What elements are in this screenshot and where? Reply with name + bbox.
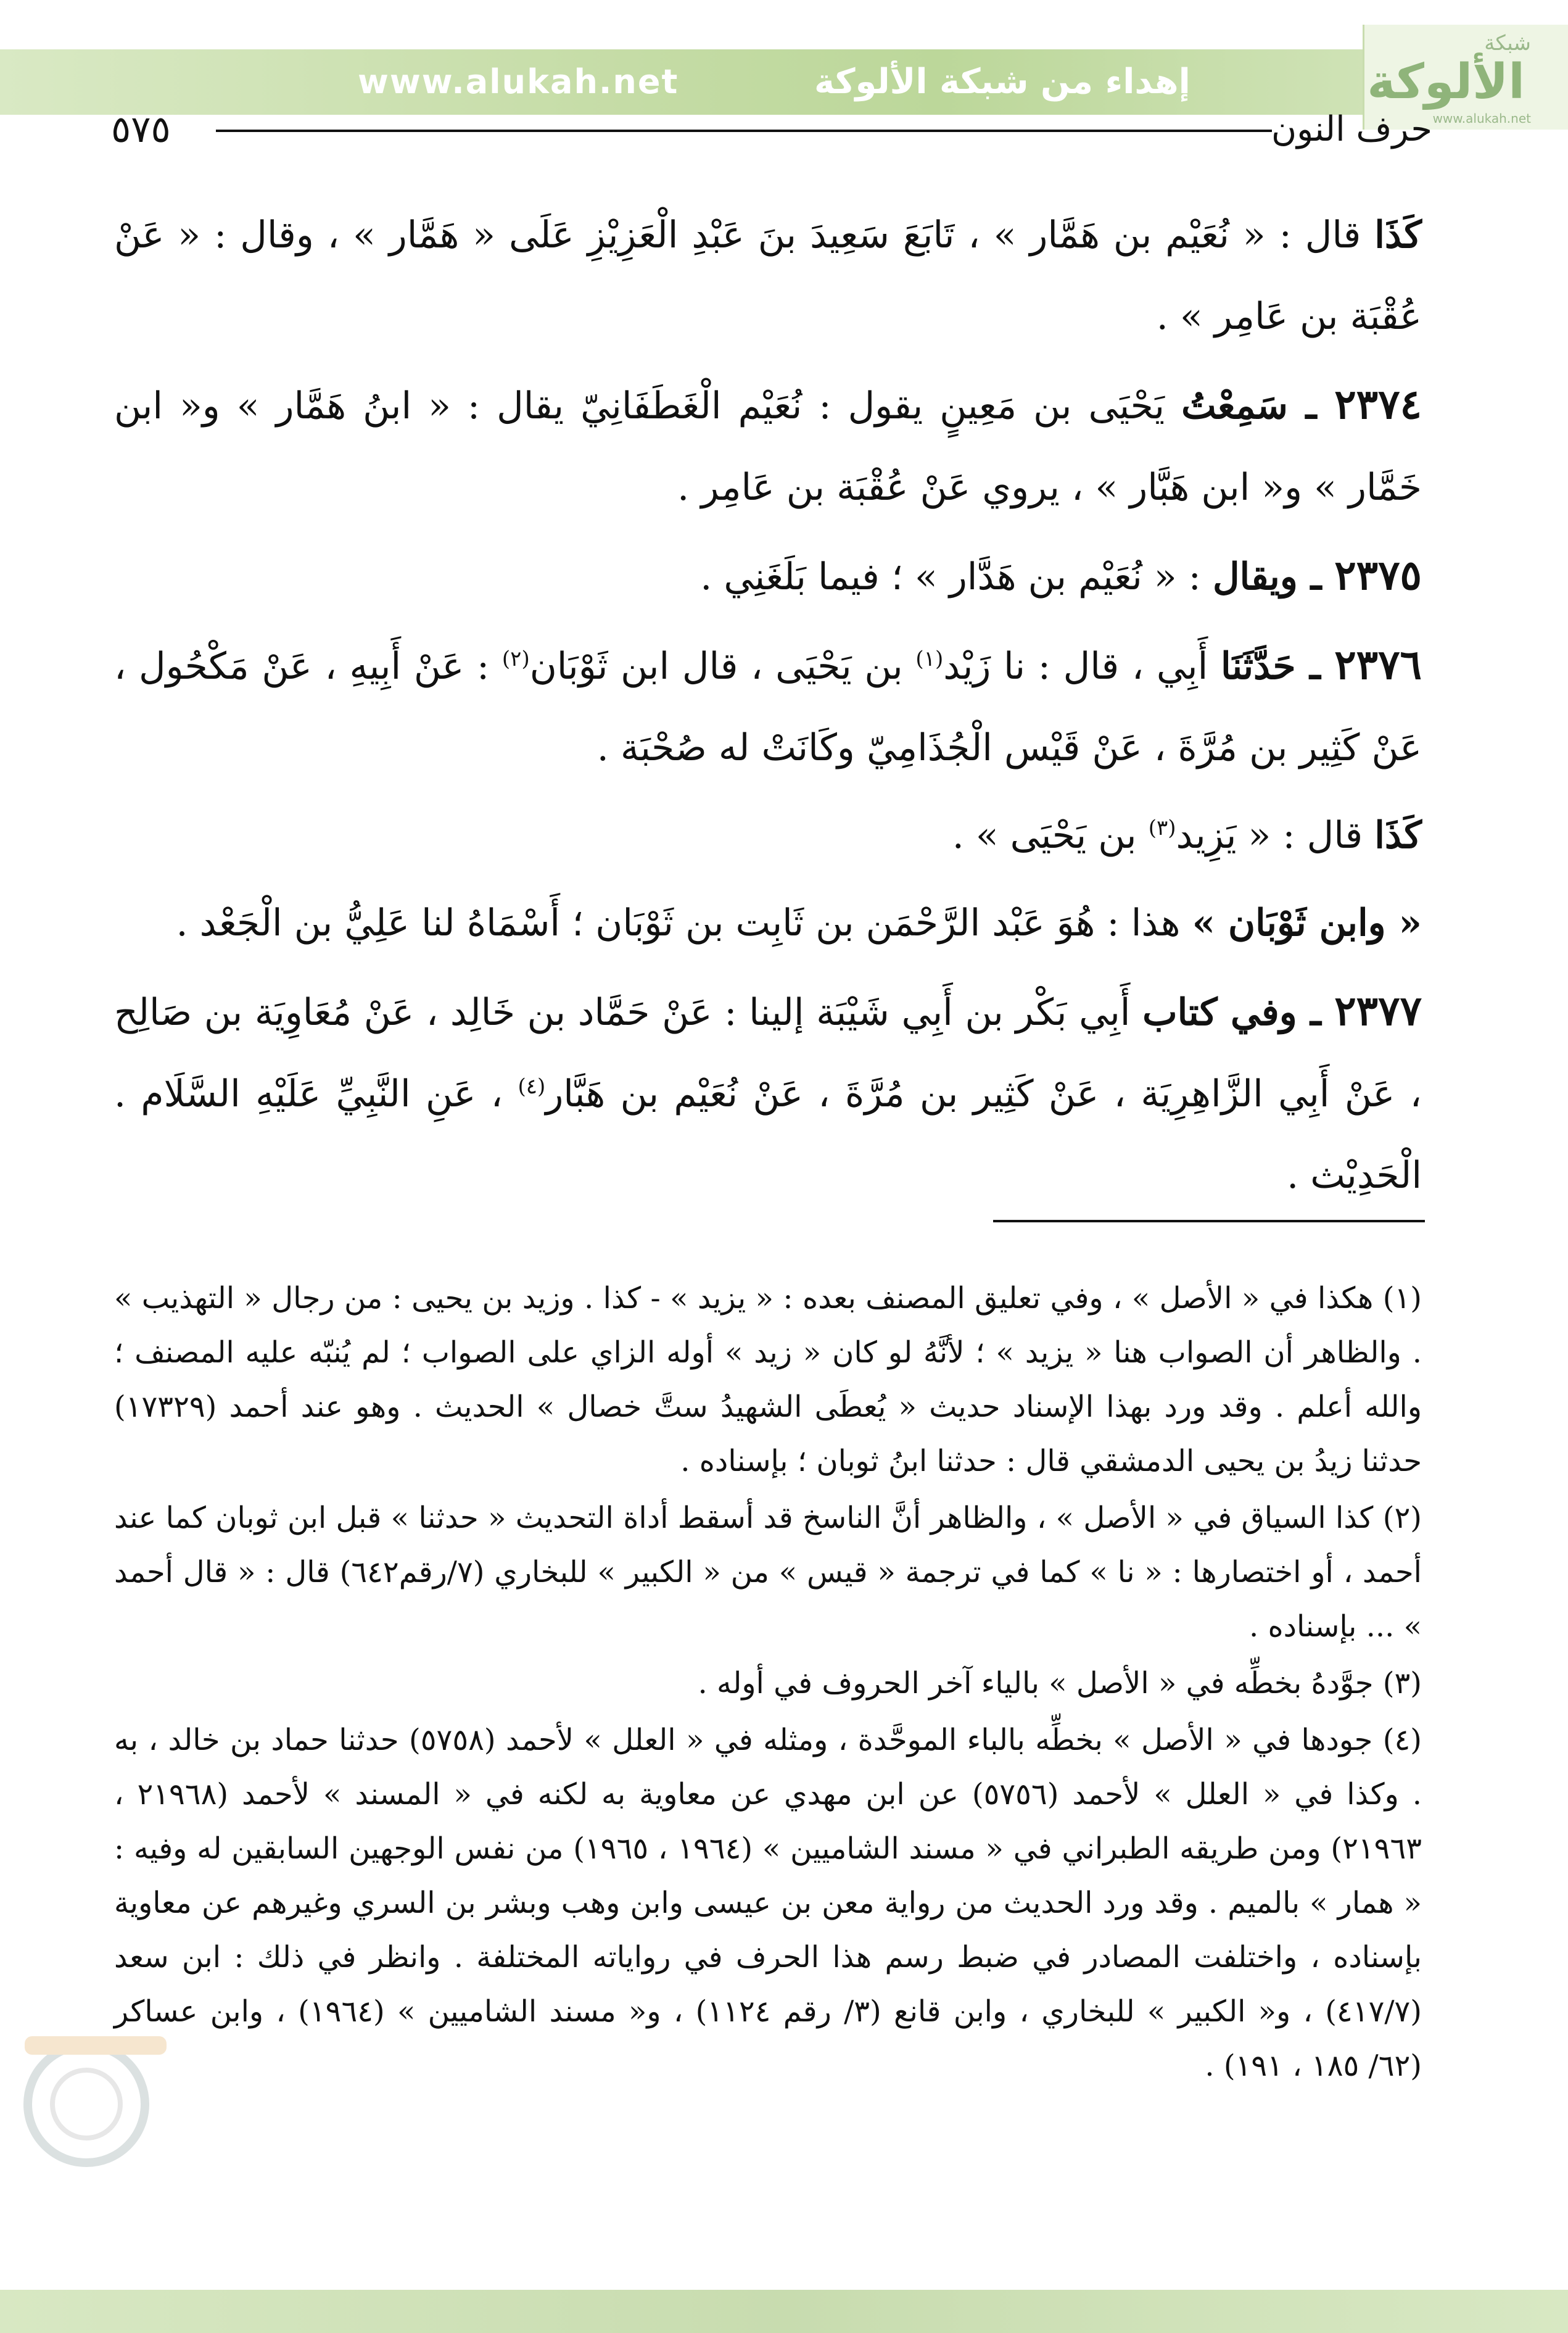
entry-2377: ٢٣٧٧ ـ وفي كتاب أَبِي بَكْر بن أَبِي شَيْبَة إلينا : عَنْ حَمَّاد بن خَالِد ، عَنْ مُعَاوِيَة بن صَالِح ، عَنْ أَبِي الزَّاهِرِيَة ، عَنْ كَثِير بن مُرَّةَ ، عَنْ نُعَيْم بن هَبَّار$^{(٤)}$ ، عَنِ النَّبِيِّ عَلَيْهِ السَّلَام . الْحَدِيْث . xyxy=(114,987,1422,1197)
paragraph-text: قال : « نُعَيْم بن هَمَّار » ، تَابَعَ سَعِيدَ بنَ عَبْدِ الْعَزِيْزِ عَلَى « هَمَّار » ، وقال : « عَنْ عُقْبَة بن عَامِر » . xyxy=(114,213,1422,338)
paragraph-kadha-1 xyxy=(114,194,1422,357)
keyword: حَدَّثَنَا xyxy=(1220,645,1296,688)
banner-site-url[interactable]: www.alukah.net xyxy=(358,62,679,101)
footnote-ref[interactable]: (٤) xyxy=(518,1074,546,1099)
footnote-ref[interactable]: (٣) xyxy=(1148,816,1176,840)
footnote-ref[interactable]: (١) xyxy=(915,647,944,671)
entry-text: أَبِي بَكْر بن أَبِي شَيْبَة إلينا : عَنْ حَمَّاد بن خَالِد ، عَنْ مُعَاوِيَة بن صَالِح ، عَنْ أَبِي الزَّاهِرِيَة ، عَنْ كَثِير بن مُرَّةَ ، عَنْ نُعَيْم بن هَبَّار xyxy=(114,991,1422,1116)
entry-number: ٢٣٧٦ xyxy=(1334,640,1422,689)
footnote-separator xyxy=(993,1220,1425,1222)
bottom-band xyxy=(0,2290,1568,2333)
paragraph-ibn-thawban xyxy=(114,882,1422,964)
entry-text: أَبِي ، قال : نا زَيْد xyxy=(943,645,1221,688)
entry-text: يَحْيَى بن مَعِينٍ يقول : نُعَيْم الْغَطَفَانِيّ يقال : « ابنُ هَمَّار » و« ابن خَمَّار » و« ابن هَبَّار » ، يروي عَنْ عُقْبَة بن عَامِر . xyxy=(114,384,1422,509)
entry-text: : « نُعَيْم بن هَدَّار » ؛ فيما بَلَغَنِي . xyxy=(700,555,1213,599)
entry-text: بن يَحْيَى ، قال ابن ثَوْبَان xyxy=(529,645,916,688)
paragraph-text: قال : « يَزِيد xyxy=(1176,814,1375,857)
footnote-ref[interactable]: (٢) xyxy=(501,647,530,671)
footnote-2: (٢) كذا السياق في « الأصل » ، والظاهر أنَّ الناسخ قد أسقط أداة التحديث « حدثنا » قبل ابن ثوبان كما عند أحمد ، أو اختصارها : « نا » كما في ترجمة « قيس » من « الكبير » للبخاري (٧/رقم٦٤٢) قال : « قال أحمد » ... بإسناده . xyxy=(114,1501,1422,1644)
keyword: سَمِعْتُ xyxy=(1181,384,1288,428)
footnote-3: (٣) جوَّدهُ بخطِّه في « الأصل » بالياء آخر الحروف في أوله . xyxy=(698,1666,1422,1701)
page-header xyxy=(111,105,1432,160)
keyword: وفي كتاب xyxy=(1142,991,1297,1034)
footnote-1: (١) هكذا في « الأصل » ، وفي تعليق المصنف بعده : « يزيد » - كذا . وزيد بن يحيى : من رجال « التهذيب » . والظاهر أن الصواب هنا « يزيد » ؛ لأنَّهُ لو كان « زيد » أوله الزاي على الصواب ؛ لم يُنبّه عليه المصنف ؛ والله أعلم . وقد ورد بهذا الإسناد حديث « يُعطَى الشهيدُ ستَّ خصال » الحديث . وهو عند أحمد (١٧٣٢٩) حدثنا زيدُ بن يحيى الدمشقي قال : حدثنا ابنُ ثوبان ؛ بإسناده . xyxy=(114,1281,1422,1478)
paragraph-text: بن يَحْيَى » . xyxy=(952,814,1149,857)
entry-2374: ٢٣٧٤ ـ سَمِعْتُ يَحْيَى بن مَعِينٍ يقول : نُعَيْم الْغَطَفَانِيّ يقال : « ابنُ هَمَّار » و« ابن خَمَّار » و« ابن هَبَّار » ، يروي عَنْ عُقْبَة بن عَامِر . xyxy=(114,380,1422,509)
footnotes xyxy=(114,1271,1422,2095)
entry-number: ٢٣٧٥ xyxy=(1334,551,1422,599)
page-number: ٥٧٥ xyxy=(111,108,171,151)
entry-text: : عَنْ أَبِيهِ ، عَنْ مَكْحُول ، عَنْ كَثِير بن مُرَّةَ ، عَنْ قَيْس الْجُذَامِيّ وكَانَتْ له صُحْبَة . xyxy=(114,645,1422,769)
keyword: كَذَا xyxy=(1374,213,1422,257)
entry-number: ٢٣٧٧ xyxy=(1334,987,1422,1035)
entry-2376: ٢٣٧٦ ـ حَدَّثَنَا أَبِي ، قال : نا زَيْد$^{(١)}$ بن يَحْيَى ، قال ابن ثَوْبَان$^{(٢)}$ : عَنْ أَبِيهِ ، عَنْ مَكْحُول ، عَنْ كَثِير بن مُرَّةَ ، عَنْ قَيْس الْجُذَامِيّ وكَانَتْ له صُحْبَة . xyxy=(114,640,1422,769)
keyword: « وابن ثَوْبَان » xyxy=(1192,901,1422,945)
keyword: ويقال xyxy=(1212,555,1298,599)
entry-2375: ٢٣٧٥ ـ ويقال : « نُعَيْم بن هَدَّار » ؛ فيما بَلَغَنِي . xyxy=(700,551,1422,599)
keyword: كَذَا xyxy=(1374,814,1422,857)
paragraph-text: هذا : هُوَ عَبْد الرَّحْمَن بن ثَابِت بن ثَوْبَان ؛ أَسْمَاهُ لنا عَلِيُّ بن الْجَعْد . xyxy=(176,901,1192,945)
header-rule xyxy=(216,130,1272,132)
logo-main-text: الألوكة xyxy=(1367,54,1525,110)
footnote-4: (٤) جودها في « الأصل » بخطِّه بالباء الموحَّدة ، ومثله في « العلل » لأحمد (٥٧٥٨) حدثنا حماد بن خالد ، به . وكذا في « العلل » لأحمد (٥٧٥٦) عن ابن مهدي عن معاوية به لكنه في « المسند » لأحمد (٢١٩٦٨ ، ٢١٩٦٣) ومن طريقه الطبراني في « مسند الشاميين » (١٩٦٤ ، ١٩٦٥) من نفس الوجهين السابقين له وفيه : « همار » بالميم . وقد ورد الحديث من رواية معن بن عيسى وابن وهب وبشر بن السري وغيرهم عن معاوية بإسناده ، واختلفت المصادر في ضبط رسم هذا الحرف في رواياته المختلفة . وانظر في ذلك : ابن سعد (٤١٧/٧) ، و« الكبير » للبخاري ، وابن قانع (٣/ رقم ١١٢٤) ، و« مسند الشاميين » (١٩٦٤) ، وابن عساكر (٦٢/ ١٨٥ ، ١٩١) . xyxy=(114,1723,1422,2083)
logo-top-text: شبكة xyxy=(1484,31,1531,56)
entry-number: ٢٣٧٤ xyxy=(1334,380,1422,428)
banner-gift-text: إهداء من شبكة الألوكة xyxy=(814,62,1190,102)
paragraph-kadha-2 xyxy=(114,795,1422,876)
logo-url-text: www.alukah.net xyxy=(1432,111,1531,126)
entry-text: ، عَنِ النَّبِيِّ عَلَيْهِ السَّلَام . الْحَدِيْث . xyxy=(114,1072,1422,1197)
chapter-title: حرف النون xyxy=(1271,109,1432,149)
main-text xyxy=(114,194,1422,1222)
watermark-stamp-icon xyxy=(6,2018,191,2178)
